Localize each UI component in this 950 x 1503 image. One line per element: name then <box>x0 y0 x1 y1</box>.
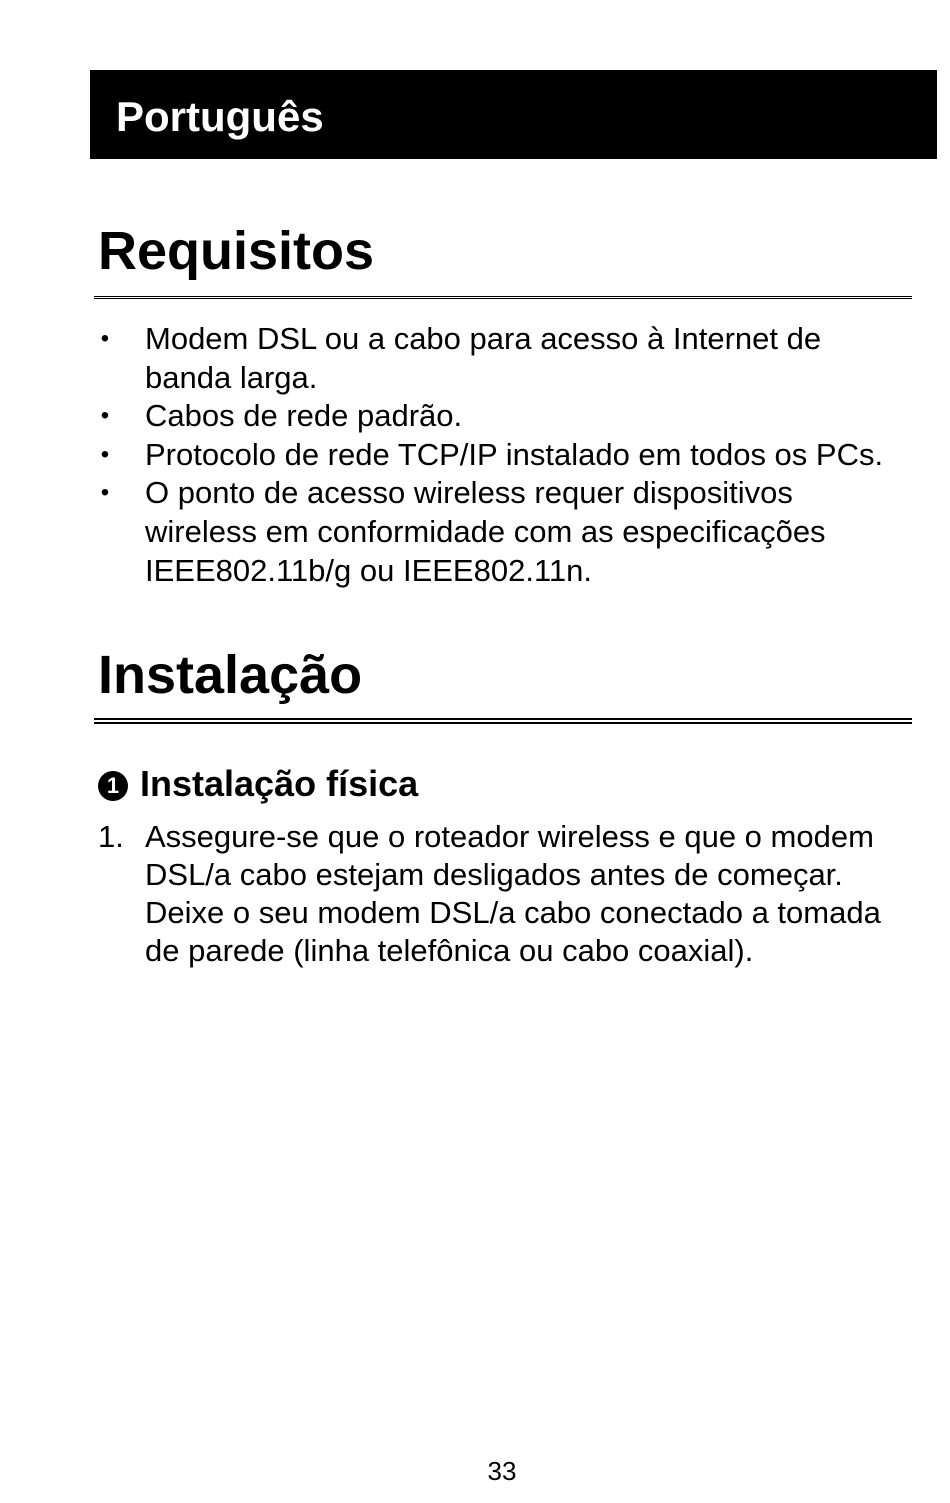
language-header-bar <box>90 70 937 159</box>
requirement-item <box>98 397 898 436</box>
step-text: Assegure-se que o roteador wireless e que o modem DSL/a cabo estejam desligados antes de começar. Deixe o seu modem DSL/a cabo conectado a tomada de parede (linha telefônica ou cabo coaxial). <box>145 819 881 968</box>
subsection-title: Instalação física <box>140 763 419 804</box>
requirement-text: Modem DSL ou a cabo para acesso à Internet de banda larga. <box>145 321 822 395</box>
requirement-item <box>98 320 898 397</box>
page-number: 33 <box>487 1456 517 1486</box>
bullet-icon: • <box>100 440 110 468</box>
bullet-icon: • <box>100 479 110 507</box>
installation-divider <box>94 718 912 724</box>
physical-installation-heading <box>98 762 418 805</box>
bullet-icon: • <box>100 402 110 430</box>
requirement-item <box>98 436 898 475</box>
requirement-item <box>98 474 898 590</box>
requirement-text: Protocolo de rede TCP/IP instalado em todos os PCs. <box>145 436 884 472</box>
requirements-title: Requisitos <box>98 221 375 281</box>
step-number: 1. <box>98 819 124 854</box>
number-one-circle-icon: 1 <box>98 771 128 801</box>
requirement-text: O ponto de acesso wireless requer dispositivos wireless em conformidade com as especificações IEEE802.11b/g ou IEEE802.11n. <box>145 475 826 588</box>
requirements-divider <box>94 296 912 299</box>
installation-steps <box>98 818 918 970</box>
language-label: Português <box>116 93 324 140</box>
requirement-text: Cabos de rede padrão. <box>145 398 463 434</box>
step-item <box>98 818 918 970</box>
bullet-icon: • <box>100 325 110 352</box>
requirements-list <box>98 320 898 590</box>
installation-title: Instalação <box>98 645 363 705</box>
